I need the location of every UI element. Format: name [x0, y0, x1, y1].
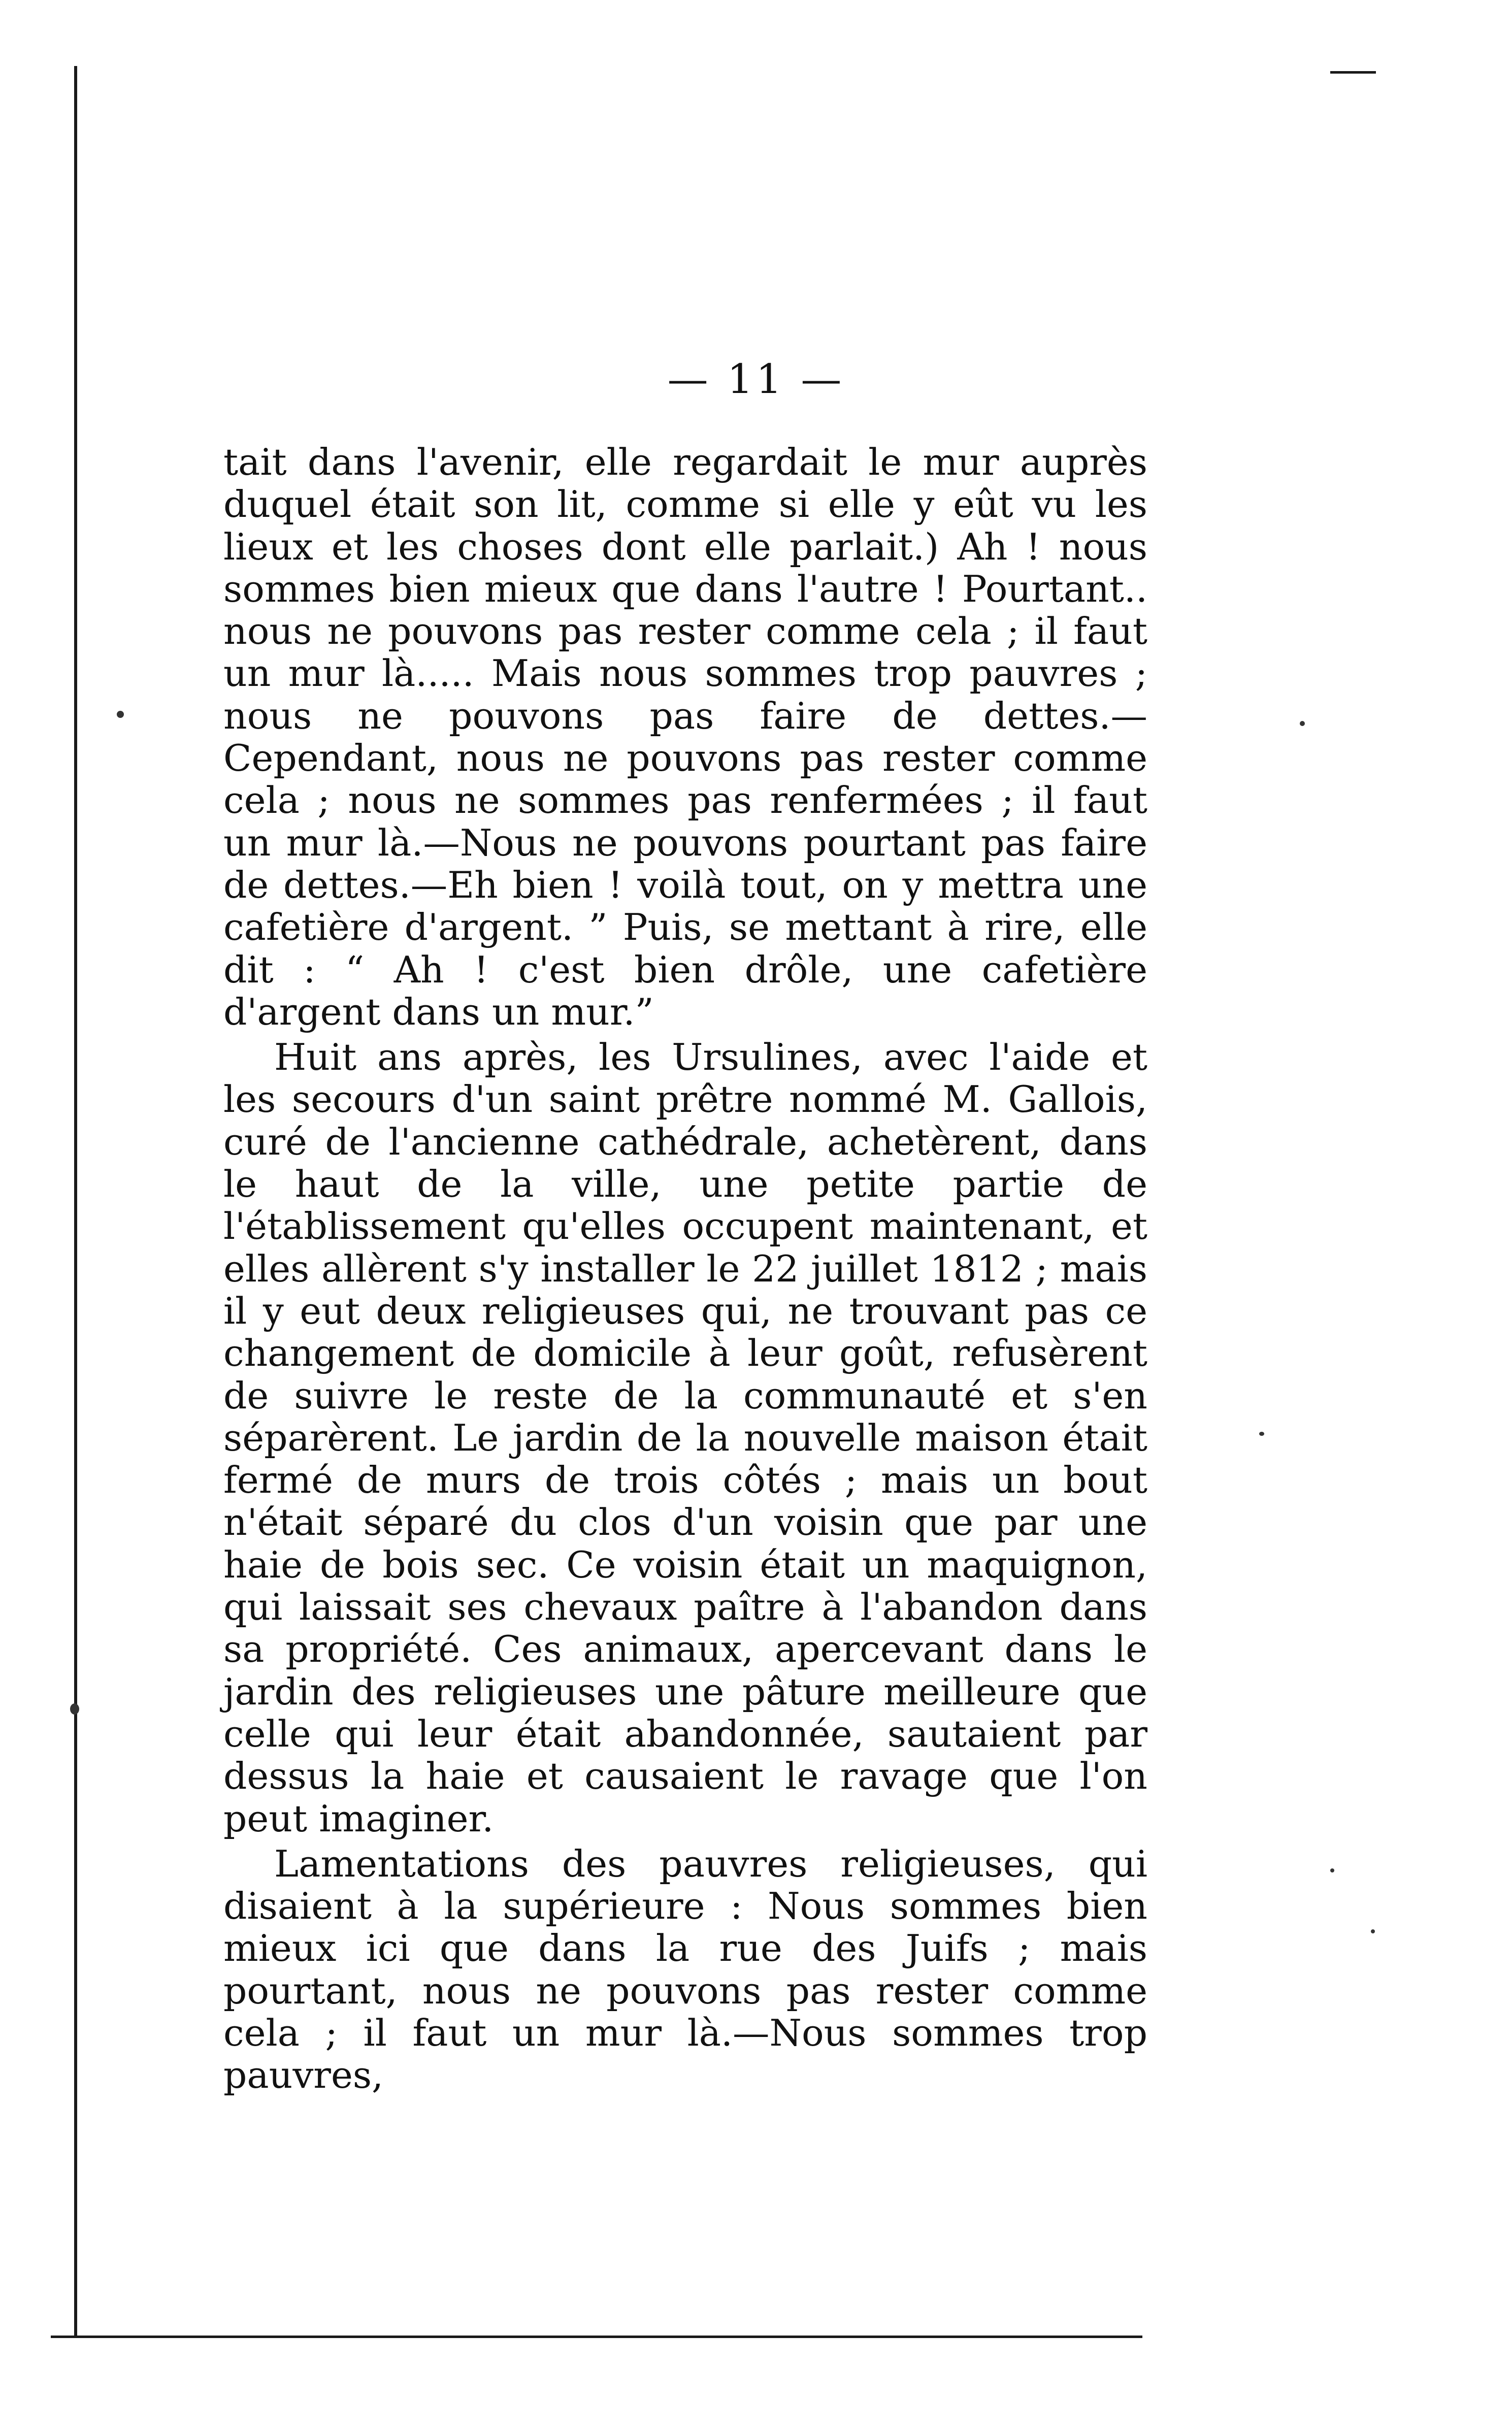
scan-speck: [1300, 721, 1305, 726]
scan-speck: [1371, 1929, 1375, 1933]
body-text: [223, 442, 1147, 2100]
scan-speck: [1259, 1432, 1264, 1436]
paragraph: Huit ans après, les Ursulines, avec l'aide et les secours d'un saint prêtre nommé M. Gallois, curé de l'ancienne cathédrale, achetèrent, dans le haut de la ville, une petite partie de l'établissement qu'elles occupent maintenant, et elles allèrent s'y installer le 22 juillet 1812 ; mais il y eut deux religieuses qui, ne trouvant pas ce changement de domicile à leur goût, refusèrent de suivre le reste de la communauté et s'en séparèrent. Le jardin de la nouvelle maison était fermé de murs de trois côtés ; mais un bout n'était séparé du clos d'un voisin que par une haie de bois sec. Ce voisin était un maquignon, qui laissait ses chevaux paître à l'abandon dans sa propriété. Ces animaux, apercevant dans le jardin des religieuses une pâture meilleure que celle qui leur était abandonnée, sautaient par dessus la haie et causaient le ravage que l'on peut imaginer.: [223, 1036, 1147, 1840]
page-bottom-edge: [51, 2336, 1142, 2338]
scan-mark: [1330, 71, 1376, 74]
binding-edge: [74, 66, 77, 2336]
scan-speck: [1330, 1868, 1334, 1872]
scan-speck: [70, 1703, 79, 1715]
scan-speck: [117, 711, 124, 718]
paragraph: Lamentations des pauvres religieuses, qui disaient à la supérieure : Nous sommes bien mieux ici que dans la rue des Juifs ; mais pourtant, nous ne pouvons pas rester comme cela ; il faut un mur là.—Nous sommes trop pauvres,: [223, 1843, 1147, 2097]
page-number: — 11 —: [667, 355, 845, 403]
paragraph: tait dans l'avenir, elle regardait le mur auprès duquel était son lit, comme si elle y eût vu les lieux et les choses dont elle parlait.) Ah ! nous sommes bien mieux que dans l'autre ! Pourtant.. nous ne pouvons pas rester comme cela ; il faut un mur là..... Mais nous sommes trop pauvres ; nous ne pouvons pas faire de dettes.—Cependant, nous ne pouvons pas rester comme cela ; nous ne sommes pas renfermées ; il faut un mur là.—Nous ne pouvons pourtant pas faire de dettes.—Eh bien ! voilà tout, on y mettra une cafetière d'argent. ” Puis, se mettant à rire, elle dit : “ Ah ! c'est bien drôle, une cafetière d'argent dans un mur.”: [223, 441, 1147, 1034]
